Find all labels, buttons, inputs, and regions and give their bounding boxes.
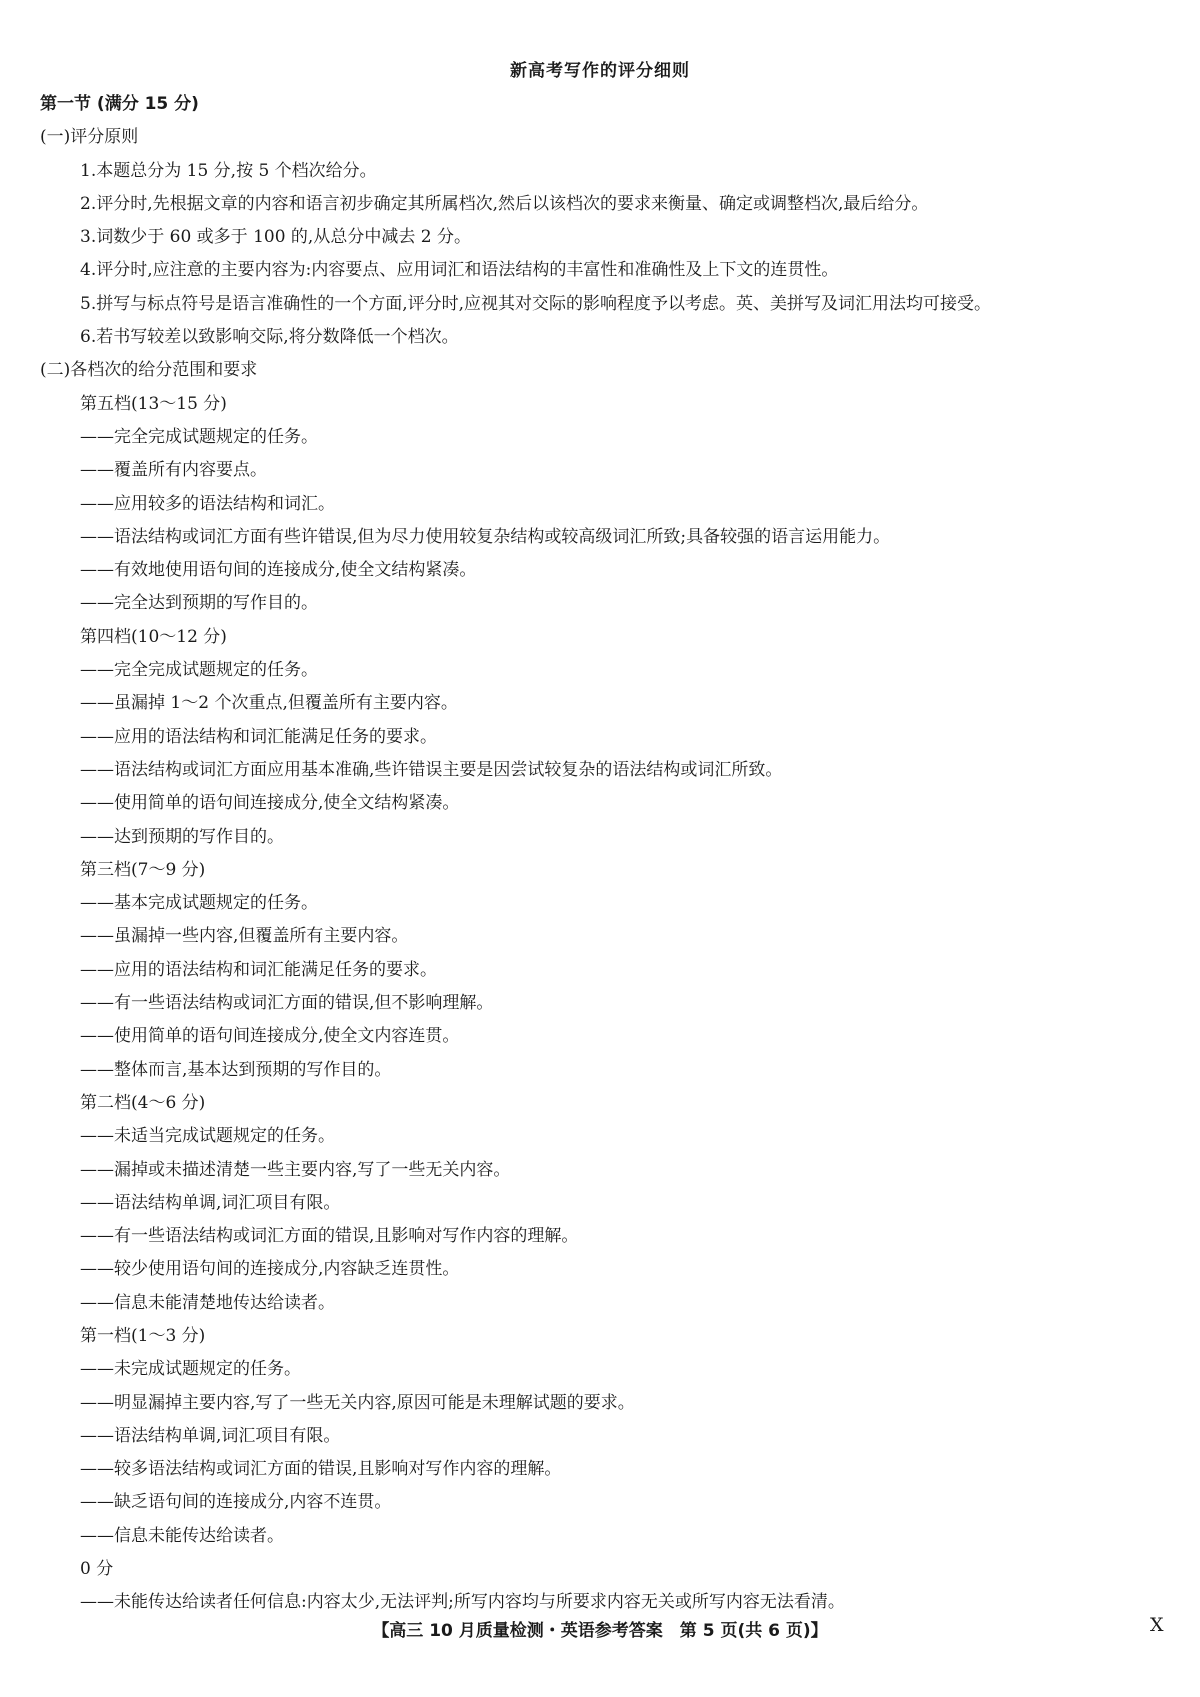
tier-item: ——使用简单的语句间连接成分,使全文结构紧凑。 bbox=[80, 793, 460, 814]
page-footer: 【高三 10 月质量检测・英语参考答案 第 5 页(共 6 页)】 bbox=[372, 1621, 828, 1641]
tier-item: ——语法结构单调,词汇项目有限。 bbox=[80, 1192, 341, 1213]
tier-item: ——虽漏掉一些内容,但覆盖所有主要内容。 bbox=[80, 926, 409, 947]
part2-heading: (二)各档次的给分范围和要求 bbox=[40, 360, 258, 381]
tier-item: ——缺乏语句间的连接成分,内容不连贯。 bbox=[80, 1492, 392, 1513]
tier-item: ——基本完成试题规定的任务。 bbox=[80, 893, 318, 914]
tier-item: ——未适当完成试题规定的任务。 bbox=[80, 1126, 335, 1147]
document-title: 新高考写作的评分细则 bbox=[510, 61, 690, 81]
tier-item: ——应用较多的语法结构和词汇。 bbox=[80, 493, 335, 514]
tier-item: ——应用的语法结构和词汇能满足任务的要求。 bbox=[80, 726, 437, 747]
tier-item: ——有效地使用语句间的连接成分,使全文结构紧凑。 bbox=[80, 560, 477, 581]
tier-item: ——达到预期的写作目的。 bbox=[80, 826, 284, 847]
tier-item: ——有一些语法结构或词汇方面的错误,但不影响理解。 bbox=[80, 993, 494, 1014]
principles-list bbox=[40, 155, 1170, 355]
tier-heading: 第二档(4～6 分) bbox=[80, 1092, 206, 1113]
tier-heading: 0 分 bbox=[80, 1559, 114, 1580]
principle-item: 1.本题总分为 15 分,按 5 个档次给分。 bbox=[80, 160, 377, 181]
tier-item: ——完全完成试题规定的任务。 bbox=[80, 660, 318, 681]
tier-heading: 第五档(13～15 分) bbox=[80, 393, 227, 414]
tier-3 bbox=[40, 854, 1170, 1087]
principle-item: 6.若书写较差以致影响交际,将分数降低一个档次。 bbox=[80, 327, 459, 348]
principle-item: 2.评分时,先根据文章的内容和语言初步确定其所属档次,然后以该档次的要求来衡量、确定或调整档次,最后给分。 bbox=[80, 193, 929, 214]
tier-0 bbox=[40, 1553, 1170, 1620]
tier-1 bbox=[40, 1320, 1170, 1553]
tier-heading: 第四档(10～12 分) bbox=[80, 626, 227, 647]
tier-item: ——较多语法结构或词汇方面的错误,且影响对写作内容的理解。 bbox=[80, 1459, 562, 1480]
tier-item: ——未能传达给读者任何信息:内容太少,无法评判;所写内容均与所要求内容无关或所写内容无法看清。 bbox=[80, 1592, 845, 1613]
tier-item: ——有一些语法结构或词汇方面的错误,且影响对写作内容的理解。 bbox=[80, 1226, 579, 1247]
footer-mark: X bbox=[1150, 1614, 1164, 1636]
tier-item: ——语法结构或词汇方面有些许错误,但为尽力使用较复杂结构或较高级词汇所致;具备较强的语言运用能力。 bbox=[80, 526, 891, 547]
tier-item: ——信息未能传达给读者。 bbox=[80, 1525, 284, 1546]
tier-heading: 第三档(7～9 分) bbox=[80, 859, 206, 880]
tier-item: ——虽漏掉 1～2 个次重点,但覆盖所有主要内容。 bbox=[80, 693, 458, 714]
tier-item: ——漏掉或未描述清楚一些主要内容,写了一些无关内容。 bbox=[80, 1159, 511, 1180]
document-body bbox=[40, 88, 1170, 1620]
tier-item: ——应用的语法结构和词汇能满足任务的要求。 bbox=[80, 959, 437, 980]
tier-item: ——完全达到预期的写作目的。 bbox=[80, 593, 318, 614]
tier-item: ——覆盖所有内容要点。 bbox=[80, 460, 267, 481]
tier-4 bbox=[40, 621, 1170, 854]
tier-item: ——较少使用语句间的连接成分,内容缺乏连贯性。 bbox=[80, 1259, 460, 1280]
tier-item: ——明显漏掉主要内容,写了一些无关内容,原因可能是未理解试题的要求。 bbox=[80, 1392, 635, 1413]
tier-item: ——语法结构单调,词汇项目有限。 bbox=[80, 1425, 341, 1446]
tier-item: ——使用简单的语句间连接成分,使全文内容连贯。 bbox=[80, 1026, 460, 1047]
tier-heading: 第一档(1～3 分) bbox=[80, 1325, 206, 1346]
tier-item: ——完全完成试题规定的任务。 bbox=[80, 426, 318, 447]
tier-item: ——未完成试题规定的任务。 bbox=[80, 1359, 301, 1380]
part1-heading: (一)评分原则 bbox=[40, 127, 139, 148]
tier-item: ——信息未能清楚地传达给读者。 bbox=[80, 1292, 335, 1313]
principle-item: 4.评分时,应注意的主要内容为:内容要点、应用词汇和语法结构的丰富性和准确性及上下文的连贯性。 bbox=[80, 260, 839, 281]
tier-item: ——语法结构或词汇方面应用基本准确,些许错误主要是因尝试较复杂的语法结构或词汇所致。 bbox=[80, 759, 783, 780]
tier-5 bbox=[40, 388, 1170, 621]
section-heading: 第一节 (满分 15 分) bbox=[40, 94, 199, 114]
principle-item: 5.拼写与标点符号是语言准确性的一个方面,评分时,应视其对交际的影响程度予以考虑。英、美拼写及词汇用法均可接受。 bbox=[80, 293, 992, 314]
principle-item: 3.词数少于 60 或多于 100 的,从总分中减去 2 分。 bbox=[80, 227, 471, 248]
tier-2 bbox=[40, 1087, 1170, 1320]
tier-item: ——整体而言,基本达到预期的写作目的。 bbox=[80, 1059, 392, 1080]
